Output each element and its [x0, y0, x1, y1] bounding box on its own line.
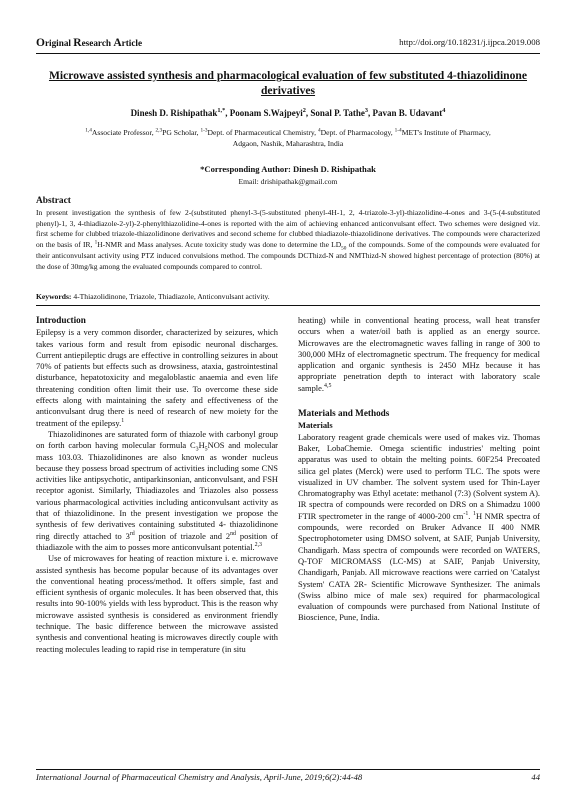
methods-heading: Materials and Methods: [298, 408, 390, 419]
right-column: [298, 315, 540, 624]
affiliation-line-1: $^{1,4}$Associate Professor, $^{2,3}$PG Scholar, $^{1-3}$Dept. of Pharmaceutical Chemistry, $^4$Dept. of Pharmacology, $^{1-4}$MET's Institute of Pharmacy,: [85, 127, 491, 137]
intro-paragraph-3-continued: heating) while in conventional heating process, wall heat transfer occurs when a water/oil bath is applied as an energy source. Microwaves are the electromagnetic waves falling in range of 300 to 300,000 MHz of electromagnetic spectrum. The frequency for medical application and organic synthesis is 2450 MHz because it has appropriate penetration depth to interact with laboratory scale sample.$^{4,5}$: [298, 315, 540, 393]
materials-paragraph: Laboratory reagent grade chemicals were used of makes viz. Thomas Baker, LobaChemie. Omega scientific industries' melting point apparatus was used to obtain the melting points. 60F254 Precoated silica gel plates (Merck) were used to perform TLC. The spots were visualized in UV chamber. The solvent system used for Thin-Layer Chromatography was Ethyl acetate: methanol (7:3) (Solvent system A). IR spectra of compounds were recorded on DRS on a Shimadzu 1000 FTIR spectrometer in the range of 4000-200 $cm^{-1}$. $^1$H NMR spectra of compounds, were recorded on Bruker Advance II 400 NMR Spectrophotometer using DMSO solvent, at SAIF, Punjab University, Chandigarh. Mass spectra of compounds were recorded on WATERS, Q-TOF MICROMASS (LC-MS) at SAIF, Panjab University, Chandigarh, Panjab. All microwave reactions were carried on 'Catalyst System' CATA 2R- Scientific Microwave Synthesizer. The animals (Swiss albino mice of male sex) required for pharmacological evaluation of compounds were purchased from National Institute of Bioscience, Pune, India.: [298, 431, 540, 623]
author-email[interactable]: Email: drishipathak@gmail.com: [238, 177, 338, 186]
abstract-heading: Abstract: [36, 196, 71, 206]
intro-paragraph-3: Use of microwaves for heating of reaction mixture i. e. microwave assisted synthesis has become popular because of its advantages over the conventional heating process/method. It offers simple, fast and efficient synthesis of organic molecules. It has been observed that, this results into 90-100% yields with less byproduct. This is the reason why microwave assisted synthesis is considered as environment friendly technique. The basic difference between the microwave assisted synthesis and conventional heating is microwaves directly couple with reacting molecules leading to rapid rise in temperature (in situ: [36, 553, 278, 654]
introduction-heading: Introduction: [36, 315, 86, 325]
intro-paragraph-2: Thiazolidinones are saturated form of thiazole with carbonyl group on forth carbon having molecular formula $C_3H_5NOS$ and molecular mass 103.03. Thiazolidinones are also known as wonder nucleus because they possess broad spectrum of activities including some CNS activities like antipsychotic, antiparkinsonian, anticonvulsant, and FSH receptor agonist. Similarly, Thiadiazoles and Triazoles also possess various pharmacological activities including anticonvulsant activity as that of thiazolidinone. In the present investigation we propose the synthesis of few derivatives containing substituted 4- thiazolidinone ring directly attached to 3rd position of triazole and 2nd position of thiadiazole with the aim to posses more anticonvulsant potential.$^{2,3}$: [36, 428, 278, 552]
abstract-text: In present investigation the synthesis of few 2-(substituted phenyl-3-(5-substituted phenyl-4H-1, 2, 4-triazole-3-yl)-thiazolidine-4-ones and 3-(5-(4-substituted phenyl)-1, 3, 4-thiadiazole-2-yl)-2-phenylthiazolidine-4-ones is reported with the aim of achieving enhanced anticonvulsant effect. Two schemes were designed viz. first scheme for clubbed triazole-thiazolidinone derivatives and second scheme for clubbed thiadiazole-thiazolidinone derivatives. The compounds were characterized on the basis of IR, $^1$H-NMR and Mass analyses. Acute toxicity study was done to determine the $LD_{50}$ of the compounds. Some of the compounds were evaluated for their anticonvulsant activity using PTZ induced convulsions method. The compounds DCThizd-N and NMThizd-N showed highest percentage of protection (80%) at the dose of 30mg/kg among the evaluated compounds compared to control.: [36, 208, 540, 271]
doi-link[interactable]: http://doi.org/10.18231/j.ijpca.2019.008: [399, 37, 540, 47]
left-column: [36, 315, 278, 655]
author-list: Dinesh D. Rishipathak$^{1,*}$, Poonam S.Wajpeyi$^2$, Sonal P. Tathe$^3$, Pavan B. Udavant$^4$: [130, 107, 446, 118]
journal-citation: International Journal of Pharmaceutical Chemistry and Analysis, April-June, 2019;6(2):44-48: [36, 772, 363, 782]
intro-paragraph-1: Epilepsy is a very common disorder, characterized by seizures, which takes various form and result from episodic neuronal discharges. Current antiepileptic drugs are effective in controlling seizures in about 70% of patients but effects such as drowsiness, ataxia, gastrointestinal disturbance, hepatotoxicity and megaloblastic anaemia and even life threatening condition often limit their use. To overcome these side effects along with maintaining the safety and effectiveness of the anticonvulsant drug there is need of research of new moiety for the treatment of the epilepsy.$^1$: [36, 327, 278, 428]
materials-subheading: Materials: [298, 420, 333, 431]
running-header: [36, 37, 540, 51]
article-title: Microwave assisted synthesis and pharmacological evaluation of few substituted 4-thiazolidinone derivatives: [48, 69, 528, 97]
page-number: 44: [531, 772, 540, 782]
corresponding-author: *Corresponding Author: Dinesh D. Rishipathak: [200, 164, 376, 174]
affiliations: [36, 127, 540, 149]
running-footer: [36, 772, 540, 782]
keywords-rule: [36, 305, 540, 306]
footer-rule: [36, 769, 540, 770]
keywords: Keywords: 4-Thiazolidinone, Triazole, Thiadiazole, Anticonvulsant activity.: [36, 292, 270, 301]
article-type: Original Research Article: [36, 37, 143, 49]
header-rule: [36, 53, 540, 54]
article-page: [36, 0, 540, 792]
affiliation-line-2: Adgaon, Nashik, Maharashtra, India: [232, 139, 344, 148]
